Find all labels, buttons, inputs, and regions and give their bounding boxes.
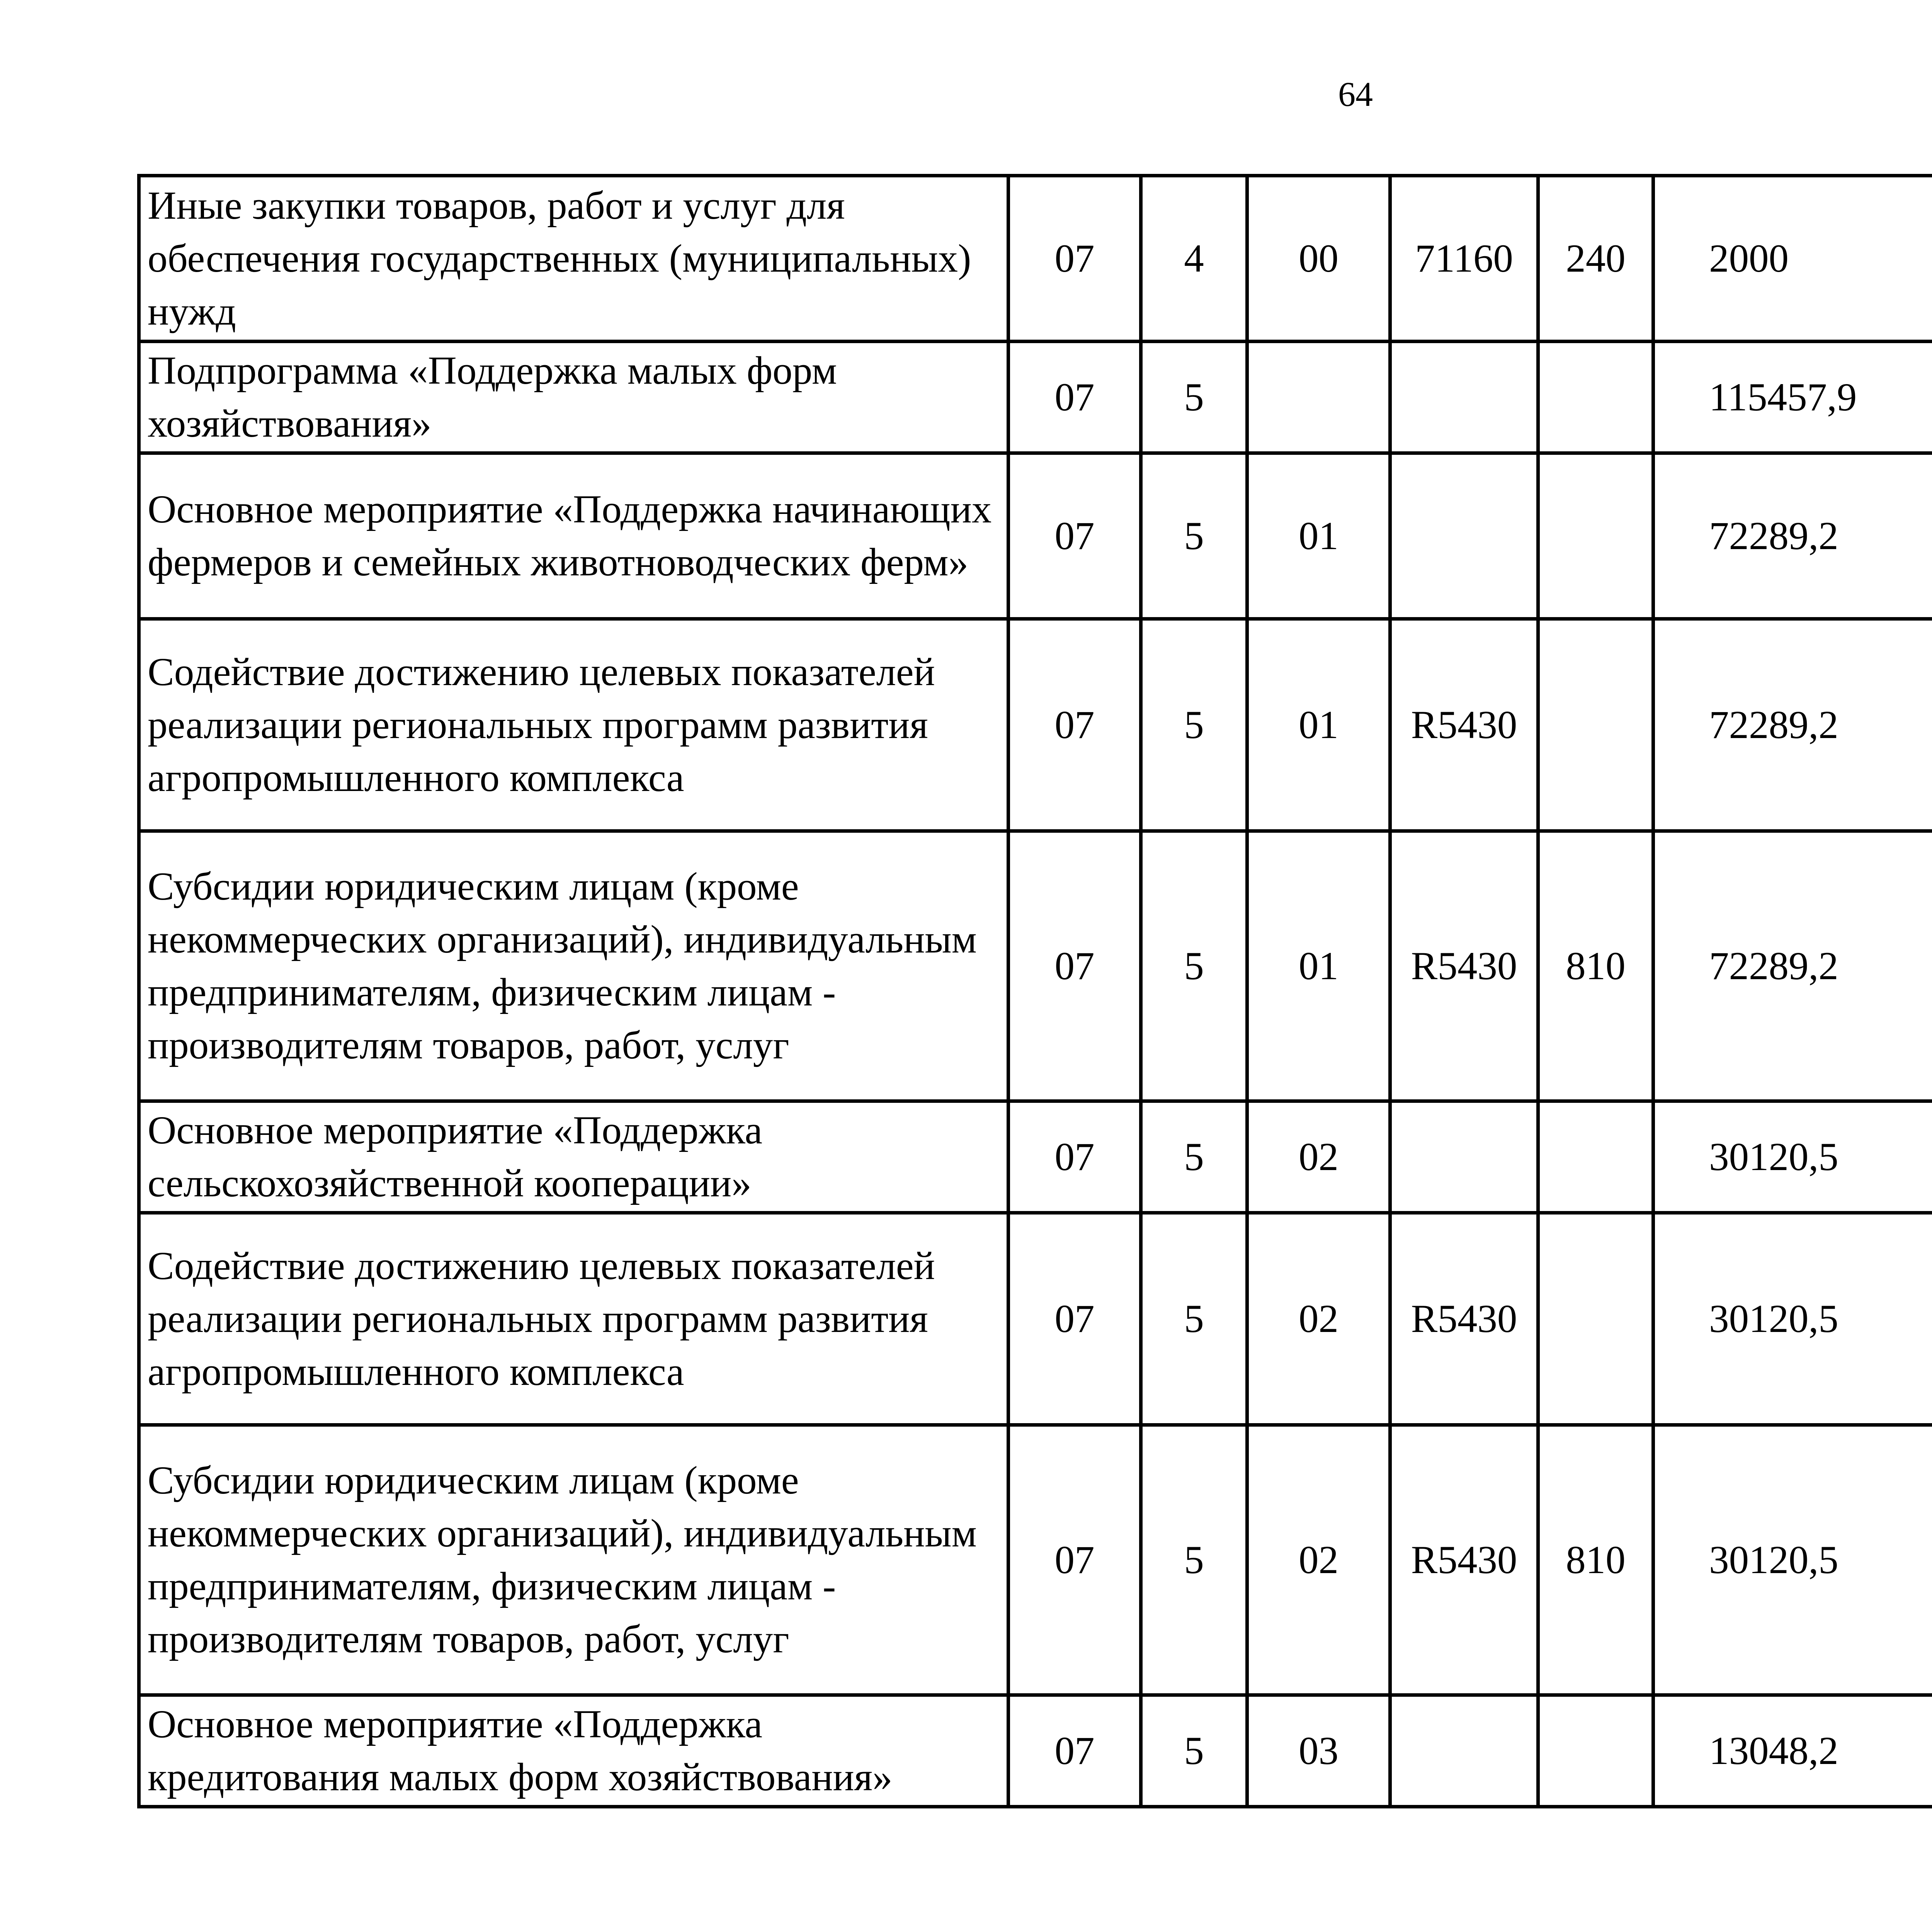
row-expense-type-code: 240	[1538, 176, 1653, 342]
row-section-code: 07	[1009, 619, 1141, 831]
row-amount-1: 2000	[1653, 176, 1932, 342]
row-subprogram-code: 5	[1141, 1101, 1247, 1213]
row-section-code: 07	[1009, 831, 1141, 1101]
row-name: Основное мероприятие «Поддержка кредитования малых форм хозяйствования»	[139, 1695, 1009, 1807]
row-direction-code: R5430	[1390, 831, 1538, 1101]
row-amount-1: 115457,9	[1653, 342, 1932, 453]
row-amount-1: 13048,2	[1653, 1695, 1932, 1807]
row-expense-type-code	[1538, 1101, 1653, 1213]
row-activity-code: 02	[1247, 1425, 1390, 1695]
row-section-code: 07	[1009, 1101, 1141, 1213]
row-direction-code: 71160	[1390, 176, 1538, 342]
row-subprogram-code: 5	[1141, 1213, 1247, 1425]
row-activity-code: 02	[1247, 1213, 1390, 1425]
row-section-code: 07	[1009, 1213, 1141, 1425]
row-expense-type-code	[1538, 1695, 1653, 1807]
row-expense-type-code: 810	[1538, 1425, 1653, 1695]
row-direction-code	[1390, 1101, 1538, 1213]
row-expense-type-code: 810	[1538, 831, 1653, 1101]
row-name: Иные закупки товаров, работ и услуг для обеспечения государственных (муниципальных) нужд	[139, 176, 1009, 342]
row-amount-1: 72289,2	[1653, 619, 1932, 831]
row-expense-type-code	[1538, 619, 1653, 831]
row-name: Субсидии юридическим лицам (кроме некоммерческих организаций), индивидуальным предпринимателям, физическим лицам - производителям товаров, работ, услуг	[139, 831, 1009, 1101]
row-direction-code: R5430	[1390, 1425, 1538, 1695]
row-subprogram-code: 5	[1141, 619, 1247, 831]
row-activity-code: 01	[1247, 453, 1390, 619]
row-activity-code: 02	[1247, 1101, 1390, 1213]
row-activity-code	[1247, 342, 1390, 453]
row-subprogram-code: 5	[1141, 831, 1247, 1101]
row-activity-code: 01	[1247, 619, 1390, 831]
row-subprogram-code: 4	[1141, 176, 1247, 342]
row-direction-code	[1390, 342, 1538, 453]
page-number: 64	[1338, 75, 1373, 114]
row-subprogram-code: 5	[1141, 1695, 1247, 1807]
budget-table	[137, 174, 1932, 1808]
table-row	[139, 453, 1932, 619]
row-subprogram-code: 5	[1141, 342, 1247, 453]
table-row	[139, 176, 1932, 342]
row-subprogram-code: 5	[1141, 453, 1247, 619]
row-section-code: 07	[1009, 453, 1141, 619]
row-name: Содействие достижению целевых показателей реализации региональных программ развития агропромышленного комплекса	[139, 1213, 1009, 1425]
row-direction-code: R5430	[1390, 1213, 1538, 1425]
row-amount-1: 30120,5	[1653, 1101, 1932, 1213]
table-row	[139, 1695, 1932, 1807]
table-row	[139, 831, 1932, 1101]
row-name: Подпрограмма «Поддержка малых форм хозяйствования»	[139, 342, 1009, 453]
table-row	[139, 1101, 1932, 1213]
row-name: Субсидии юридическим лицам (кроме некоммерческих организаций), индивидуальным предпринимателям, физическим лицам - производителям товаров, работ, услуг	[139, 1425, 1009, 1695]
row-activity-code: 00	[1247, 176, 1390, 342]
table-row	[139, 1425, 1932, 1695]
row-name: Основное мероприятие «Поддержка сельскохозяйственной кооперации»	[139, 1101, 1009, 1213]
table-row	[139, 1213, 1932, 1425]
row-expense-type-code	[1538, 453, 1653, 619]
row-expense-type-code	[1538, 1213, 1653, 1425]
row-amount-1: 30120,5	[1653, 1425, 1932, 1695]
row-amount-1: 72289,2	[1653, 453, 1932, 619]
row-amount-1: 30120,5	[1653, 1213, 1932, 1425]
row-direction-code	[1390, 1695, 1538, 1807]
row-subprogram-code: 5	[1141, 1425, 1247, 1695]
row-activity-code: 03	[1247, 1695, 1390, 1807]
row-section-code: 07	[1009, 1425, 1141, 1695]
row-section-code: 07	[1009, 176, 1141, 342]
row-section-code: 07	[1009, 342, 1141, 453]
row-name: Содействие достижению целевых показателей реализации региональных программ развития агропромышленного комплекса	[139, 619, 1009, 831]
row-direction-code: R5430	[1390, 619, 1538, 831]
row-direction-code	[1390, 453, 1538, 619]
row-expense-type-code	[1538, 342, 1653, 453]
table-row	[139, 619, 1932, 831]
row-activity-code: 01	[1247, 831, 1390, 1101]
row-amount-1: 72289,2	[1653, 831, 1932, 1101]
row-section-code: 07	[1009, 1695, 1141, 1807]
table-row	[139, 342, 1932, 453]
row-name: Основное мероприятие «Поддержка начинающих фермеров и семейных животноводческих ферм»	[139, 453, 1009, 619]
